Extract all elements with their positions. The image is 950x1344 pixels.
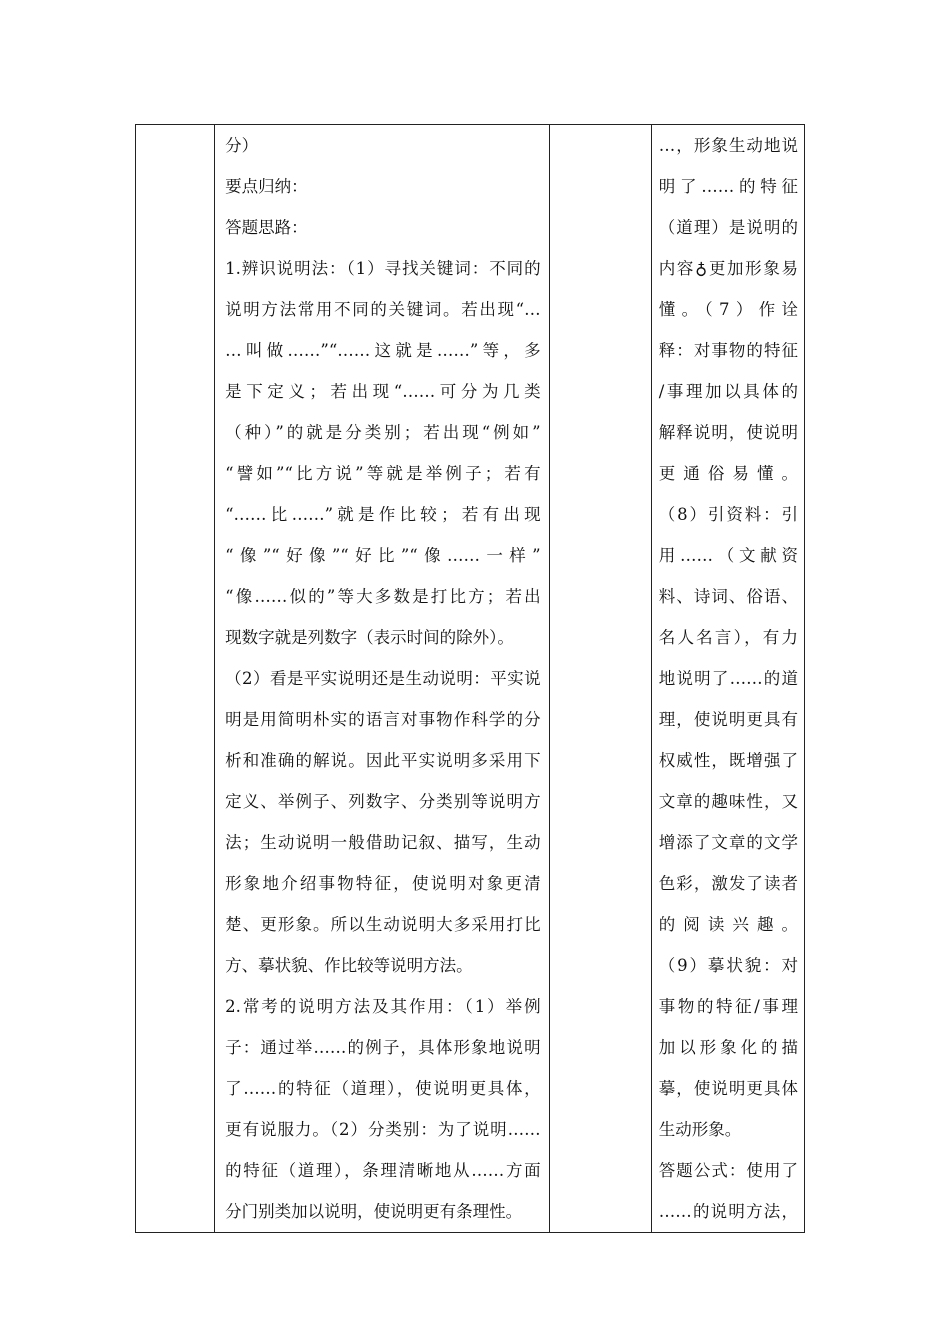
empty-cell-left bbox=[136, 125, 215, 1233]
method-effects-text bbox=[652, 125, 804, 1232]
text-line: /事理加以具体的 bbox=[658, 382, 798, 401]
text-line: 事物的特征/事理 bbox=[658, 997, 798, 1016]
text-line: 分门别类加以说明，使说明更有条理性。 bbox=[225, 1202, 523, 1221]
text-line: 生动形象。 bbox=[658, 1120, 742, 1139]
text-line: 更有说服力。（2）分类别：为了说明…… bbox=[225, 1120, 541, 1139]
text-line: “像……似的”等大多数是打比方；若出 bbox=[225, 587, 541, 606]
text-line: 懂。（7）作诠 bbox=[658, 300, 798, 319]
text-line: 分） bbox=[225, 136, 259, 155]
text-line: 要点归纳： bbox=[225, 177, 308, 196]
text-line: 了……的特征（道理），使说明更具体， bbox=[225, 1079, 541, 1098]
text-line: 楚、更形象。所以生动说明大多采用打比 bbox=[225, 915, 541, 934]
text-line: （9）摹状貌：对 bbox=[658, 956, 798, 975]
text-line: 名人名言），有力 bbox=[658, 628, 798, 647]
text-line: （道理）是说明的 bbox=[658, 218, 798, 237]
text-line: 料、诗词、俗语、 bbox=[658, 587, 798, 606]
text-line: 法；生动说明一般借助记叙、描写，生动 bbox=[225, 833, 541, 852]
text-line: 更通俗易懂。 bbox=[658, 464, 798, 483]
explanation-text bbox=[215, 125, 549, 1232]
text-line: “譬如”“比方说”等就是举例子；若有 bbox=[225, 464, 541, 483]
text-line: 明了……的特征 bbox=[658, 177, 798, 196]
text-line: 的特征（道理），条理清晰地从……方面 bbox=[225, 1161, 541, 1180]
text-line: 内容♁更加形象易 bbox=[658, 259, 798, 278]
text-line: （2）看是平实说明还是生动说明：平实说 bbox=[225, 669, 541, 688]
text-line: 答题思路： bbox=[225, 218, 308, 237]
text-line: 释：对事物的特征 bbox=[658, 341, 798, 360]
text-line: 权威性，既增强了 bbox=[658, 751, 798, 770]
text-line: 1.辨识说明法：（1）寻找关键词：不同的 bbox=[225, 259, 541, 278]
method-effects-cell bbox=[651, 125, 804, 1233]
text-line: 析和准确的解说。因此平实说明多采用下 bbox=[225, 751, 541, 770]
content-table bbox=[135, 124, 805, 1233]
text-line: （8）引资料：引 bbox=[658, 505, 798, 524]
text-line: 2.常考的说明方法及其作用：（1）举例 bbox=[225, 997, 541, 1016]
text-line: ……的说明方法， bbox=[658, 1202, 798, 1221]
text-line: 说明方法常用不同的关键词。若出现“… bbox=[225, 300, 541, 319]
text-line: 地说明了……的道 bbox=[658, 669, 798, 688]
table-row bbox=[136, 125, 805, 1233]
text-line: 现数字就是列数字（表示时间的除外）。 bbox=[225, 628, 514, 647]
text-line: 定义、举例子、列数字、分类别等说明方 bbox=[225, 792, 541, 811]
text-line: …叫做……”“……这就是……”等，多 bbox=[225, 341, 541, 360]
explanation-cell bbox=[215, 125, 550, 1233]
text-line: 色彩，激发了读者 bbox=[658, 874, 798, 893]
text-line: 理，使说明更具有 bbox=[658, 710, 798, 729]
text-line: 答题公式：使用了 bbox=[658, 1161, 798, 1180]
empty-cell-middle bbox=[549, 125, 651, 1233]
text-line: 增添了文章的文学 bbox=[658, 833, 798, 852]
text-line: …，形象生动地说 bbox=[658, 136, 798, 155]
text-line: 方、摹状貌、作比较等说明方法。 bbox=[225, 956, 473, 975]
text-line: 加以形象化的描 bbox=[658, 1038, 798, 1057]
text-line: 形象地介绍事物特征，使说明对象更清 bbox=[225, 874, 541, 893]
text-line: 明是用简明朴实的语言对事物作科学的分 bbox=[225, 710, 541, 729]
text-line: 用……（文献资 bbox=[658, 546, 798, 565]
text-line: 是下定义；若出现“……可分为几类 bbox=[225, 382, 541, 401]
text-line: 子：通过举……的例子，具体形象地说明 bbox=[225, 1038, 541, 1057]
text-line: （种）”的就是分类别；若出现“例如” bbox=[225, 423, 541, 442]
text-line: “……比……”就是作比较；若有出现 bbox=[225, 505, 541, 524]
text-line: 解释说明，使说明 bbox=[658, 423, 798, 442]
text-line: 的阅读兴趣。 bbox=[658, 915, 798, 934]
text-line: “像”“好像”“好比”“像……一样” bbox=[225, 546, 541, 565]
text-line: 文章的趣味性，又 bbox=[658, 792, 798, 811]
text-line: 摹，使说明更具体 bbox=[658, 1079, 798, 1098]
